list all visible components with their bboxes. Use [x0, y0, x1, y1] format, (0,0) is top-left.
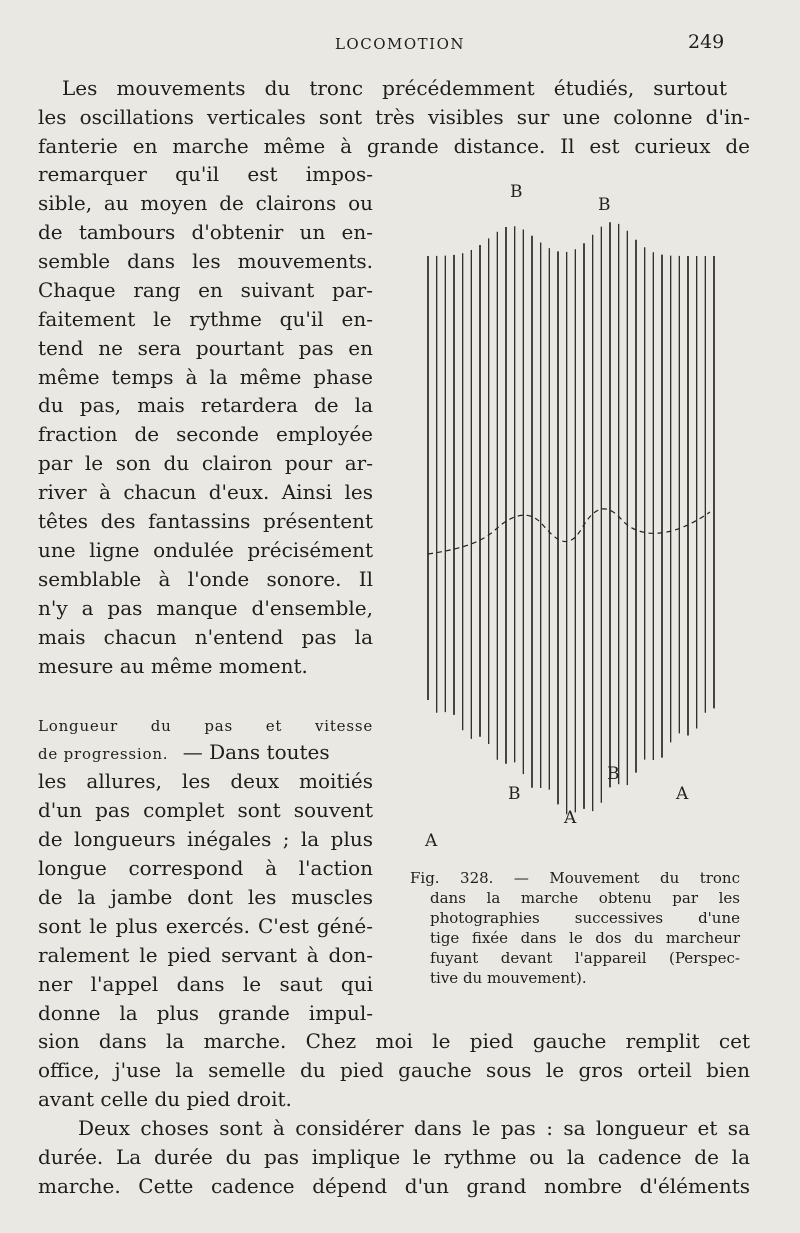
label-b-bottom-right: B [607, 764, 620, 784]
section-heading-line [38, 739, 373, 767]
figure-328 [410, 178, 740, 848]
section-heading-continuation: de progression. [38, 745, 169, 763]
text-line: Les mouvements du tronc précédemment étudiés, surtout [62, 76, 727, 100]
caption-line: fuyant devant l'appareil (Perspec- [430, 949, 740, 967]
trunk-movement-diagram [410, 178, 740, 848]
text-line: office, j'use la semelle du pied gauche sous le gros orteil bien [38, 1058, 750, 1082]
caption-line: photographies successives d'une [430, 909, 740, 927]
text-line: semblable à l'onde sonore. Il [38, 567, 373, 591]
label-b-top-right: B [598, 195, 611, 215]
text-line: têtes des fantassins présentent [38, 509, 373, 533]
label-b-top-left: B [510, 182, 523, 202]
page-number: 249 [688, 31, 725, 53]
text-line: remarquer qu'il est impos- [38, 162, 373, 186]
text-line: marche. Cette cadence dépend d'un grand nombre d'éléments [38, 1174, 750, 1198]
text-line: de la jambe dont les muscles [38, 885, 373, 909]
text-line: mais chacun n'entend pas la [38, 625, 373, 649]
caption-line: dans la marche obtenu par les [430, 889, 740, 907]
caption-line: Fig. 328. — Mouvement du tronc [410, 869, 740, 887]
text-line: du pas, mais retardera de la [38, 393, 373, 417]
text-line: donne la plus grande impul- [38, 1001, 373, 1025]
text-line: de tambours d'obtenir un en- [38, 220, 373, 244]
rod-lines [428, 222, 714, 814]
text-line: les allures, les deux moitiés [38, 769, 373, 793]
text-line: sible, au moyen de clairons ou [38, 191, 373, 215]
text-line: avant celle du pied droit. [38, 1087, 292, 1111]
head-wave-curve [428, 509, 710, 554]
text-line: ner l'appel dans le saut qui [38, 972, 373, 996]
section-heading-dash: — Dans toutes [182, 740, 330, 764]
text-line: durée. La durée du pas implique le rythme ou la cadence de la [38, 1145, 750, 1169]
text-line: sion dans la marche. Chez moi le pied gauche remplit cet [38, 1029, 750, 1053]
label-a-bottom-right: A [676, 784, 689, 804]
text-line: fraction de seconde employée [38, 422, 373, 446]
text-line: Chaque rang en suivant par- [38, 278, 373, 302]
caption-line: tige fixée dans le dos du marcheur [430, 929, 740, 947]
running-header: LOCOMOTION [334, 35, 466, 53]
text-line: même temps à la même phase [38, 365, 373, 389]
text-line: d'un pas complet sont souvent [38, 798, 373, 822]
text-line: les oscillations verticales sont très visibles sur une colonne d'in- [38, 105, 750, 129]
text-line: ralement le pied servant à don- [38, 943, 373, 967]
label-a-bottom-middle: A [564, 808, 577, 828]
text-line: longue correspond à l'action [38, 856, 373, 880]
text-line: semble dans les mouvements. [38, 249, 373, 273]
text-line: mesure au même moment. [38, 654, 308, 678]
text-line: par le son du clairon pour ar- [38, 451, 373, 475]
section-heading: Longueur du pas et vitesse [38, 717, 373, 735]
text-line: river à chacun d'eux. Ainsi les [38, 480, 373, 504]
figure-caption [410, 868, 740, 988]
text-line: n'y a pas manque d'ensemble, [38, 596, 373, 620]
text-line: une ligne ondulée précisément [38, 538, 373, 562]
text-line: de longueurs inégales ; la plus [38, 827, 373, 851]
text-line: faitement le rythme qu'il en- [38, 307, 373, 331]
text-line: fanterie en marche même à grande distance. Il est curieux de [38, 134, 750, 158]
label-b-bottom-left: B [508, 784, 521, 804]
text-line: tend ne sera pourtant pas en [38, 336, 373, 360]
caption-line: tive du mouvement). [430, 969, 587, 987]
label-a-bottom-left: A [425, 831, 438, 848]
text-line: Deux choses sont à considérer dans le pas : sa longueur et sa [78, 1116, 750, 1140]
text-line: sont le plus exercés. C'est géné- [38, 914, 373, 938]
